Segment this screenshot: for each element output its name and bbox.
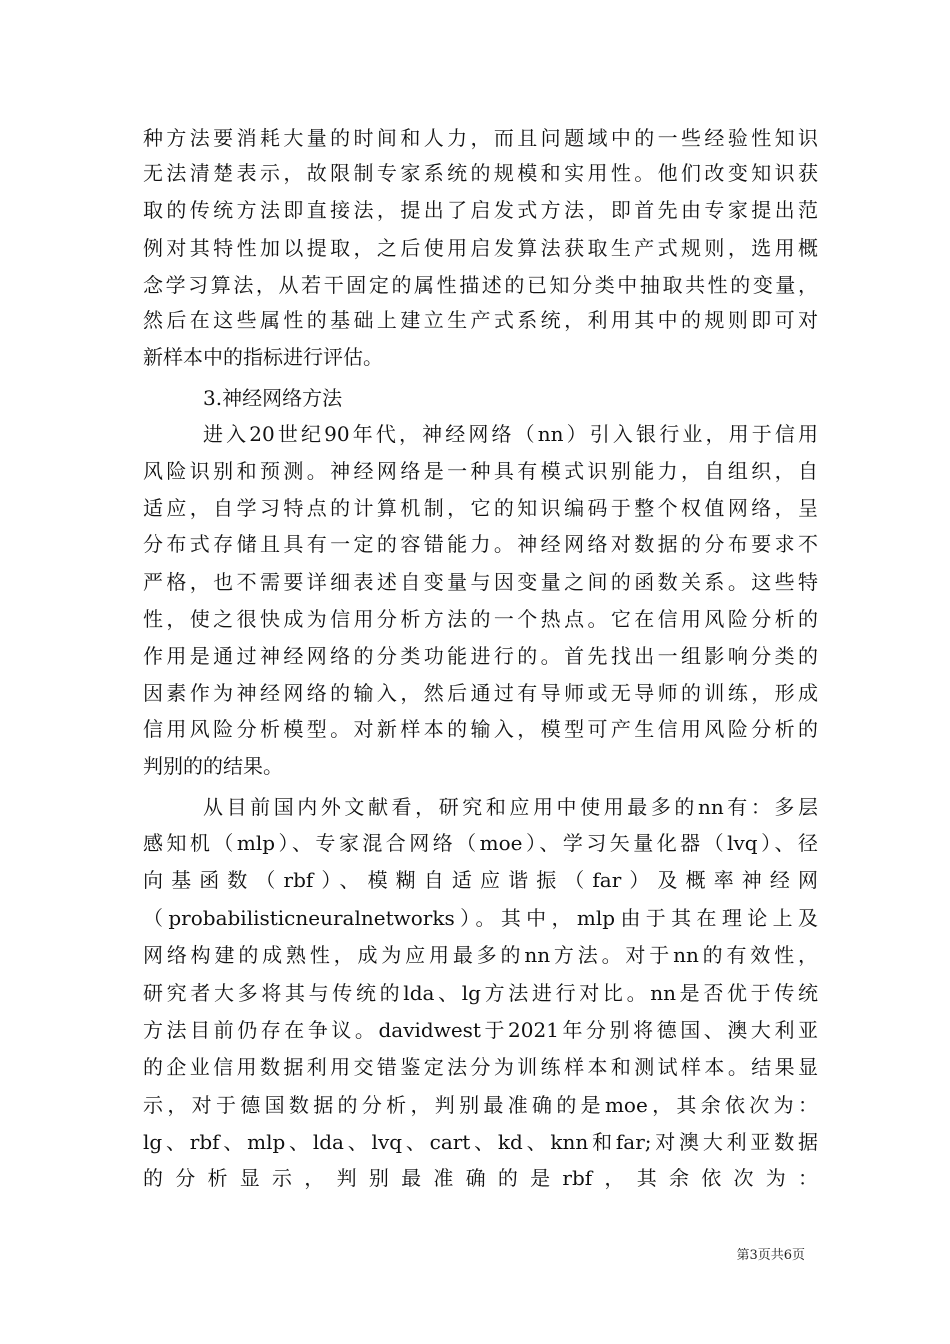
text-line: 分布式存储且具有一定的容错能力。神经网络对数据的分布要求不 [143,532,818,556]
text-line: 因素作为神经网络的输入，然后通过有导师或无导师的训练，形成 [143,681,818,705]
text-line: 风险识别和预测。神经网络是一种具有模式识别能力，自组织，自 [143,459,818,483]
text-line: 取的传统方法即直接法，提出了启发式方法，即首先由专家提出范 [143,198,818,222]
text-line: 向基函数（rbf）、模糊自适应谐振（far）及概率神经网 [143,868,818,892]
text-line: 进入20世纪90年代，神经网络（nn）引入银行业，用于信用 [203,422,818,446]
text-line: 种方法要消耗大量的时间和人力，而且问题域中的一些经验性知识 [143,126,818,150]
page-number-footer: 第3页共6页 [736,1248,805,1263]
text-line: 无法清楚表示，故限制专家系统的规模和实用性。他们改变知识获 [143,161,818,185]
text-line: 的企业信用数据利用交错鉴定法分为训练样本和测试样本。结果显 [143,1055,818,1079]
text-line: 例对其特性加以提取，之后使用启发算法获取生产式规则，选用概 [143,236,818,260]
text-line: 判别的的结果。 [143,754,283,778]
text-line: 作用是通过神经网络的分类功能进行的。首先找出一组影响分类的 [143,644,818,668]
text-line: 性，使之很快成为信用分析方法的一个热点。它在信用风险分析的 [143,607,818,631]
text-line: 研究者大多将其与传统的lda、lg方法进行对比。nn是否优于传统 [143,981,818,1005]
text-line: 方法目前仍存在争议。davidwest于2021年分别将德国、澳大利亚 [143,1018,818,1042]
text-line: 新样本中的指标进行评估。 [143,345,383,369]
text-line: 的分析显示，判别最准确的是rbf，其余依次为： [143,1166,818,1190]
text-line: 从目前国内外文献看，研究和应用中使用最多的nn有：多层 [203,795,818,819]
text-line: 感知机（mlp）、专家混合网络（moe）、学习矢量化器（lvq）、径 [143,831,818,855]
text-line: 然后在这些属性的基础上建立生产式系统，利用其中的规则即可对 [143,308,818,332]
text-line: 念学习算法，从若干固定的属性描述的已知分类中抽取共性的变量， [143,273,818,297]
text-line: 严格，也不需要详细表述自变量与因变量之间的函数关系。这些特 [143,570,818,594]
text-line: （probabilisticneuralnetworks）。其中，mlp由于其在理论上及 [143,906,818,930]
text-line: 适应，自学习特点的计算机制，它的知识编码于整个权值网络，呈 [143,496,818,520]
section-heading: 3.神经网络方法 [203,386,343,410]
text-line: 信用风险分析模型。对新样本的输入，模型可产生信用风险分析的 [143,717,818,741]
text-line: 示，对于德国数据的分析，判别最准确的是moe，其余依次为： [143,1093,818,1117]
text-line: 网络构建的成熟性，成为应用最多的nn方法。对于nn的有效性， [143,943,818,967]
text-line: lg、rbf、mlp、lda、lvq、cart、kd、knn和far;对澳大利亚数据 [143,1130,818,1154]
